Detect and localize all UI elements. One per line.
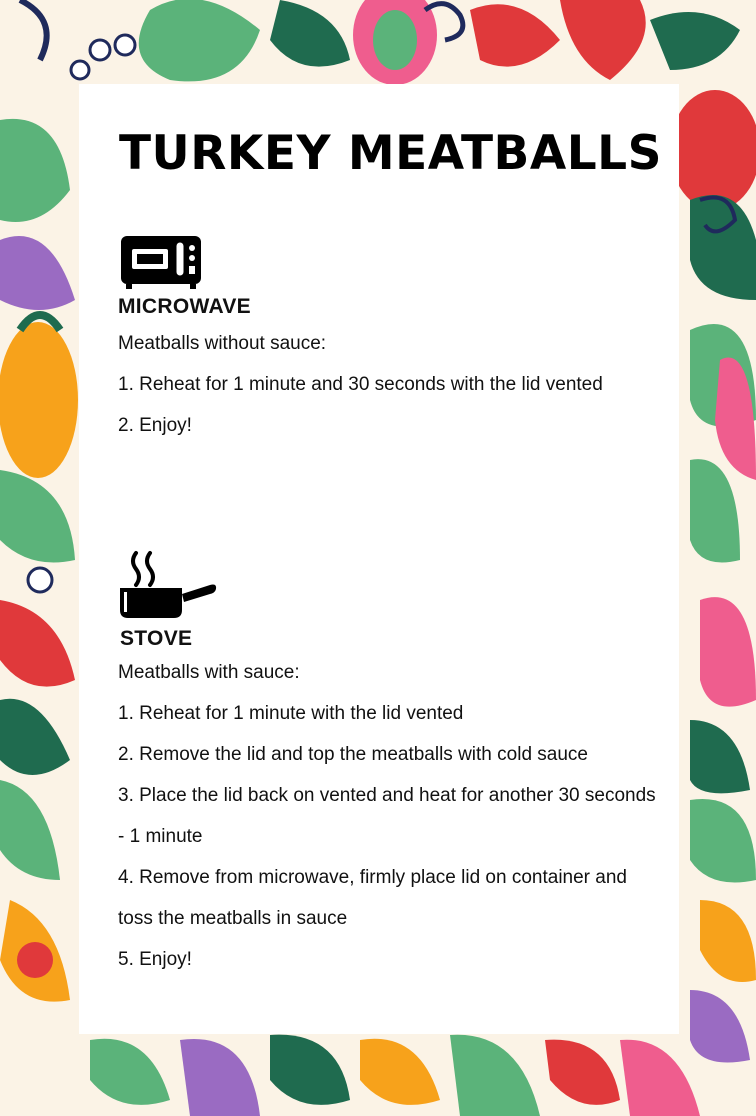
stove-step: 2. Remove the lid and top the meatballs with cold sauce	[118, 744, 588, 765]
stove-step: 4. Remove from microwave, firmly place lid on container and toss the meatballs in sauce	[118, 867, 627, 929]
microwave-section	[118, 234, 658, 446]
stove-instructions	[118, 652, 658, 980]
stove-section	[118, 550, 658, 980]
recipe-card	[79, 84, 679, 1034]
microwave-step: 2. Enjoy!	[118, 415, 192, 436]
microwave-heading: MICROWAVE	[118, 295, 251, 318]
microwave-instructions	[118, 323, 658, 446]
microwave-icon	[118, 234, 204, 290]
recipe-title: TURKEY MEATBALLS	[119, 126, 662, 181]
microwave-step: 1. Reheat for 1 minute and 30 seconds with the lid vented	[118, 374, 603, 395]
stove-step: 1. Reheat for 1 minute with the lid vented	[118, 703, 464, 724]
stove-step: 5. Enjoy!	[118, 949, 192, 970]
microwave-intro: Meatballs without sauce:	[118, 333, 327, 354]
stove-intro: Meatballs with sauce:	[118, 662, 300, 683]
stove-heading: STOVE	[120, 627, 193, 650]
stove-step: 3. Place the lid back on vented and heat for another 30 seconds - 1 minute	[118, 785, 656, 847]
stove-pan-icon	[118, 550, 218, 620]
